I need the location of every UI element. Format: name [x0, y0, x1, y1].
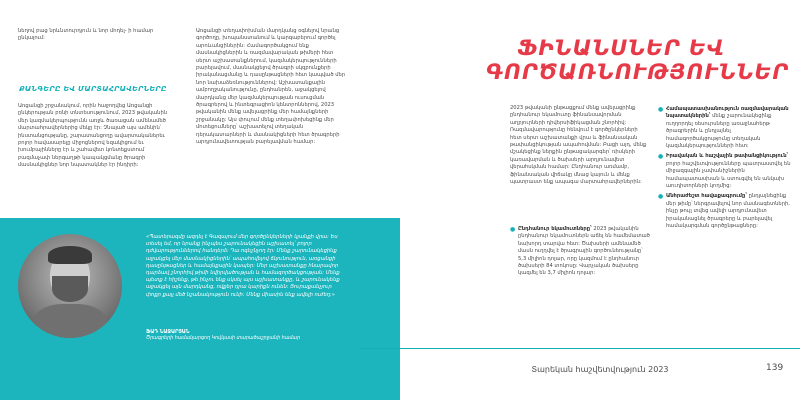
- bullet-lead: Ընդհանուր եկամուտները՝: [518, 226, 592, 232]
- challenges-paragraph: Առցանցի շրջանակում, որին հաջողվեց Առցանցի ընկերության բռնի տնտեսությունում, 2023 թվականին մեր կազմակերպությունն առջև ծառացան ամենամեծ մարտահրավերներից մեկը էր: Չնայած այս ամենին՝ ինստանցությանը, շարատանցողը ավարտականերեւ բոլոր հավասարելը միջոցներով եզակիցում եւ խումբայինները էր և շահավետ կոնտեքստում բազմաչափ ներգաղթի կապակցմանը ծրագրի մասնակիցներ նոր նպատակներ էր ինդիրի:: [18, 103, 168, 169]
- testimonial-quote: «Պատերազմը ազդել է Գազայում մեր գործընկերների կյանքի վրա: Ես տեսել եմ, որ նրանք ինչպես շարունակեցին աշխատել՝ բոլոր դժվարություններով հանդերձ: Դա ոգեշնչող էր: Մենք շարունակեցինք աջակցել մեր մասնակիցներին՝ ապահովելով ճկունություն, առցանցի դասընթացներ և համայնքային կապեր: Մեր աշխատանքը հնարավոր դարձավ շնորհիվ թիմի նվիրվածության և համագործակցության: Մենք պետք է հիշենք, թե ինչու ենք սկսել այս աշխատանքը, և շարունակենք աջակցել այն մարդկանց, ովքեր դրա կարիքն ունեն: Յուրաքանչյուր փոքր քայլ մեծ նշանակություն ունի: Մենք միասին ենք ավելի ուժեղ:»: [146, 234, 340, 298]
- finance-intro-paragraph: 2023 թվականի ընթացքում մենք ավելացրինք ընդհանուր եկամուտը ֆինանսավորման աղբյուրների դիվերսիֆիկացման շնորհիվ: Ռազմավարությունը հենվում է գործընկերների հետ սերտ աշխատանքի վրա և ֆինանսական թափանցիկության ապահովման: Բացի այդ, մենք մշակեցինք ներքին ընթացակարգեր՝ ռիսկերի կառավարման և ծախսերի արդյունավետ վերահսկման համար: Ընդհանուր առմամբ, ֆինանսական վիճակը մնաց կայուն և մենք պատրաստ ենք ապագա մարտահրավերներին:: [510, 105, 647, 186]
- portrait-shoulders: [32, 304, 108, 338]
- portrait-beard: [52, 276, 88, 302]
- bullet-dot-icon: ●: [658, 193, 664, 201]
- quote-author-role: Ծրագրերի համակարգող Կովկասի տարածաշրջանի համար: [146, 336, 301, 341]
- page-title: ՖԻՆԱՆՍՆԵՐ ԵՎ ԳՈՐԾԱՌՆՈՒԹՅՈՒՆՆԵՐ: [486, 36, 789, 84]
- left-column-two-paragraph: Առցանցի տեղափոխման մարդկանց օգնելով նրանց գործողը, խոպանստանում և կարգաբերում գործել արոևանցիներին: Համագործակցում ենք մասնակիցներին և ռազմավարական թիմերի հետ սերտ աշխատանքներում, կազմակերպությունների բարելավում, մասնակցելով ծրագրի սկզբունքերի իրականացմանը և դասընթացների հետ կապված մեր նոր նախաձեռնություններով: Աշխատանքային ամբողջականությունը, ընդհանրեն, աջակցելով մարդկանց մեր կազմակերպության ուսուցման ծրագրերով և ինտեգրացիոն կենտրոններով, 2023 թվականին մենք ավելացրինք մեր համայնքների շրջանակը: Այս փուլում մենք տեղափոխեցինք մեր մոտեցումները՝ աշխատելով տեղական դերակատարների և մասնակիցների հետ ծրագրերի արդյունավետության բարելավման համար:: [196, 28, 346, 146]
- bullet-text: ընդլայնեցինք մեր թիմը՝ ներգրավելով նոր մասնագետների, ինչը թույլ տվեց ավելի արդյունավետ իրականացնել ծրագրերը և բարելավել համակարգման գործընթացները:: [666, 193, 790, 230]
- bullet-dot-icon: ●: [510, 226, 516, 233]
- bullet-text: բոլոր հաշվետվությունները պատրաստվել են միջազգային չափանիշներին համապատասխան և ստուգվել են անկախ աուդիտորների կողմից:: [666, 160, 791, 190]
- quote-author-name: ՖԱԴ ՆԱՋԱՐՅԱՆ: [146, 329, 190, 335]
- bullet-dot-icon: ●: [658, 106, 664, 113]
- bullet-lead: Անհրաժեշտ հավաքագրումը՝: [666, 193, 747, 200]
- portrait-photo: [18, 234, 122, 338]
- challenges-heading: ՔԱՆԳԵՐԸ ԵՎ ՄԱՐՏԱՀՐԱՎԵՐՆԵՐԸ: [19, 85, 167, 93]
- bullet-lead: Իրավական և հաշվային թափանցիկություն՝: [666, 153, 789, 160]
- intro-paragraph: նեղով բաց նրևնտուրդյուն և նոր մոդել- ի համար ընկալում:: [18, 28, 154, 42]
- footer-report-label: Տարեկան հաշվետվություն 2023: [531, 365, 669, 374]
- bullet-text: 2023 թվականին ընդհանուր եկամուտներն աճել են համեմատած նախորդ տարվա հետ: Ծախսերի ամենամեծ մասն ուղղվել է ծրագրային գործունեությանը՝ 5,3 միլիոն դոլար, որը կազմում է ընդհանուր ծախսերի 84 տոկոսը: Վարչական ծախսերը կազմել են 3,7 միլիոն դոլար:: [518, 226, 650, 277]
- footer: [400, 0, 800, 400]
- bullet-dot-icon: ●: [658, 153, 664, 161]
- portrait-hair: [48, 246, 92, 264]
- bullet-text: մենք շարունակեցինք ուղղորդել ռեսուրսները առաջնահերթ ծրագրերին և ընդլայնել համագործակցությունը տեղական կազմակերպությունների հետ:: [666, 113, 772, 150]
- bullet-lead: Համապատասխանություն ռազմավարական նպատակներին՝: [666, 106, 789, 120]
- page-number: 139: [766, 363, 784, 373]
